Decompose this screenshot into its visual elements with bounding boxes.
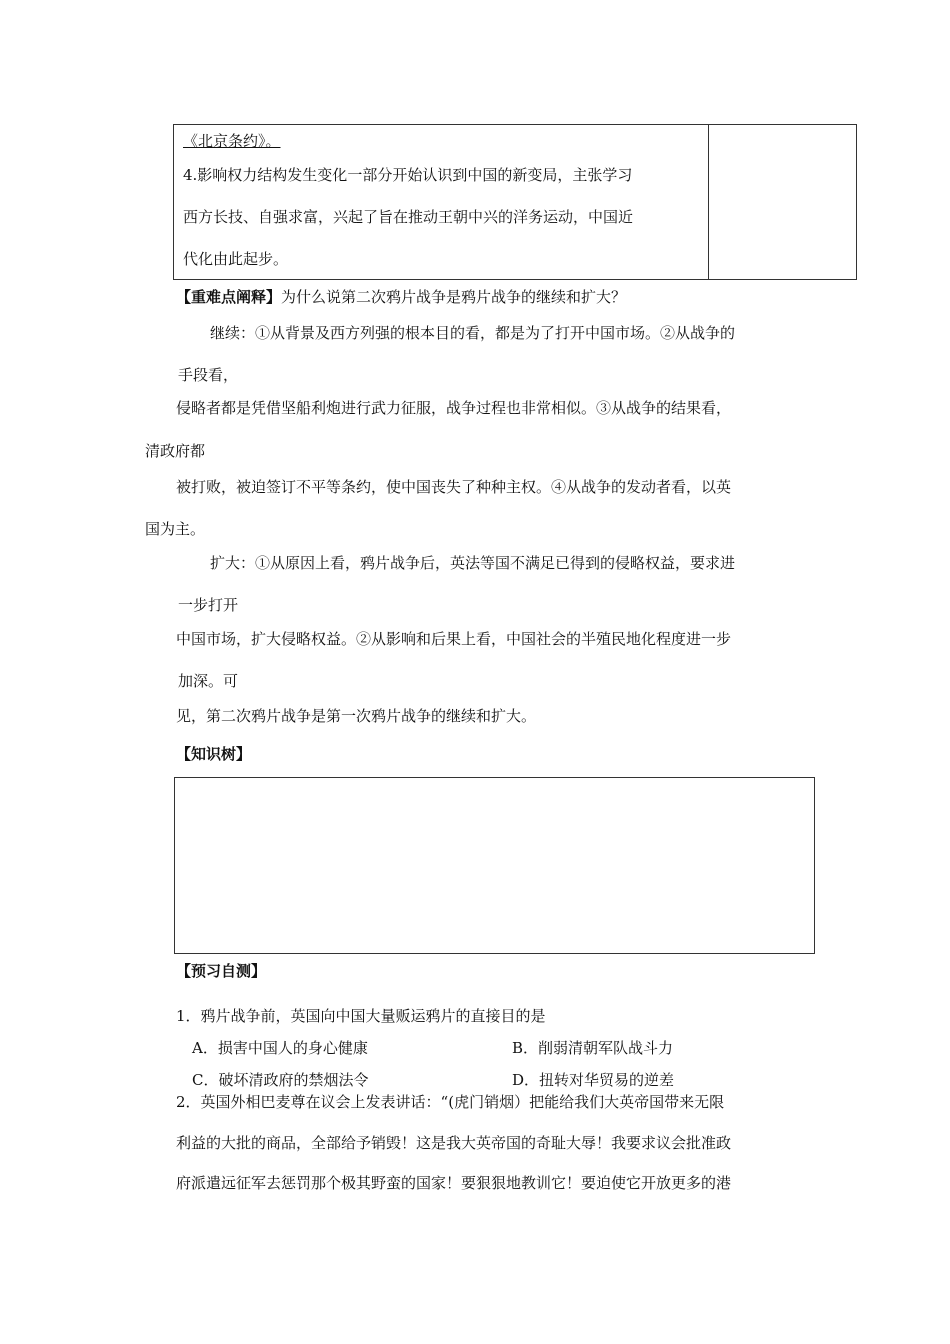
key-point-question: 为什么说第二次鸦片战争是鸦片战争的继续和扩大？ <box>281 288 627 306</box>
q1-option-d: D．扭转对华贸易的逆差 <box>512 1071 675 1089</box>
key-point-line-9: 中国市场，扩大侵略权益。②从影响和后果上看，中国社会的半殖民地化程度进一步 <box>176 630 732 648</box>
key-point-line-3: 侵略者都是凭借坚船利炮进行武力征服，战争过程也非常相似。③从战争的结果看， <box>176 399 732 417</box>
knowledge-tree-box <box>174 777 815 954</box>
key-point-line-7: 扩大：①从原因上看，鸦片战争后，英法等国不满足已得到的侵略权益，要求进 <box>210 554 736 572</box>
q2-line-2: 利益的大批的商品，全部给予销毁！这是我大英帝国的奇耻大辱！我要求议会批准政 <box>176 1134 732 1152</box>
knowledge-tree-heading: 【知识树】 <box>176 745 252 763</box>
key-point-line-8: 一步打开 <box>178 596 239 614</box>
key-point-line-1: 继续：①从背景及西方列强的根本目的看，都是为了打开中国市场。②从战争的 <box>210 324 736 342</box>
key-point-line-6: 国为主。 <box>145 520 206 538</box>
q1-stem: 1．鸦片战争前，英国向中国大量贩运鸦片的直接目的是 <box>176 1007 546 1025</box>
treaty-line: 《北京条约》。 <box>183 132 281 150</box>
q1-option-b: B．削弱清朝军队战斗力 <box>512 1039 674 1057</box>
key-point-heading: 【重难点阐释】 <box>176 288 282 306</box>
q1-option-c: C．破坏清政府的禁烟法令 <box>192 1071 369 1089</box>
key-point-line-11: 见，第二次鸦片战争是第一次鸦片战争的继续和扩大。 <box>176 707 537 725</box>
key-point-line-4: 清政府都 <box>145 442 206 460</box>
key-point-line-2: 手段看， <box>178 366 239 384</box>
key-point-line-10: 加深。可 <box>178 672 239 690</box>
impact-line-2: 西方长技、自强求富，兴起了旨在推动王朝中兴的洋务运动，中国近 <box>183 208 634 226</box>
key-point-header <box>176 286 626 307</box>
q2-line-3: 府派遣远征军去惩罚那个极其野蛮的国家！要狠狠地教训它！要迫使它开放更多的港 <box>176 1174 732 1192</box>
impact-line-3: 代化由此起步。 <box>183 250 289 268</box>
q2-line-1: 2．英国外相巴麦尊在议会上发表讲话：“(虎门销烟）把能给我们大英帝国带来无限 <box>176 1093 725 1111</box>
key-point-line-5: 被打败，被迫签订不平等条约，使中国丧失了种种主权。④从战争的发动者看，以英 <box>176 478 732 496</box>
q1-option-a: A．损害中国人的身心健康 <box>192 1039 368 1057</box>
impact-line-1: 4.影响权力结构发生变化一部分开始认识到中国的新变局，主张学习 <box>183 166 633 184</box>
table-column-divider <box>708 125 709 279</box>
self-test-heading: 【预习自测】 <box>176 962 267 980</box>
